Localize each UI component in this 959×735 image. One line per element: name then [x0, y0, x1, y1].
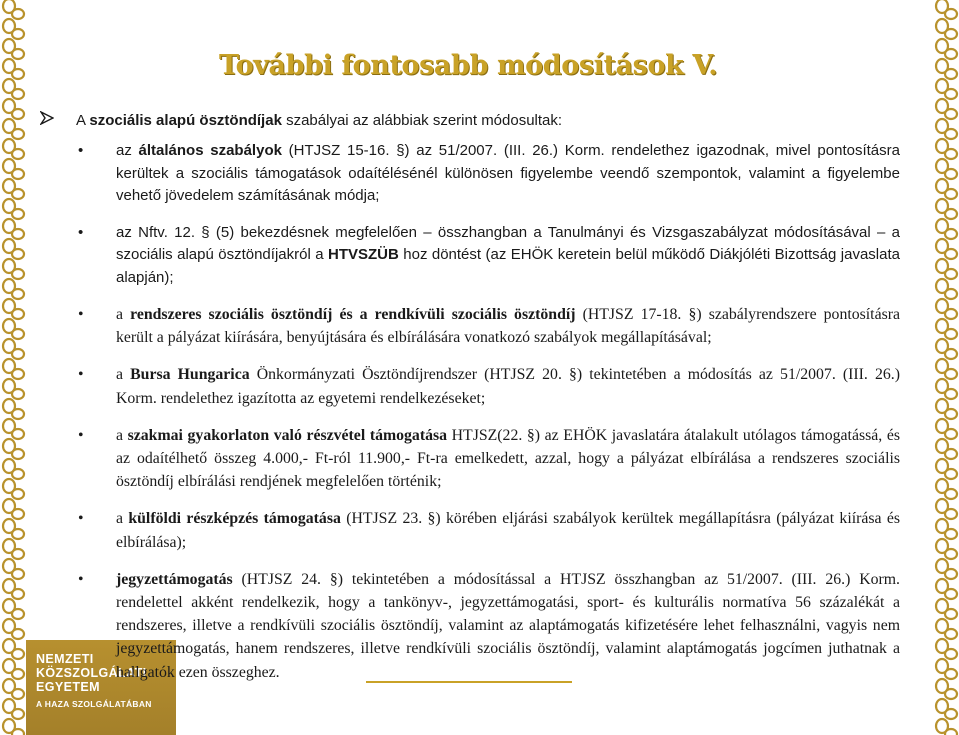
border-ornament	[936, 479, 957, 499]
border-ornament	[3, 0, 24, 19]
border-ornament	[3, 559, 24, 579]
border-ornament	[3, 219, 24, 239]
item-bold: általános szabályok	[138, 142, 282, 159]
border-ornament	[936, 259, 957, 279]
border-ornament	[3, 439, 24, 459]
border-ornament	[3, 679, 24, 699]
border-ornament	[3, 319, 24, 339]
item-text: (HTJSZ 15-16. §) az 51/2007. (III. 26.) Korm. rendelethez igazodnak, mivel pontosításra kerültek a szociális támogatások odaítélésénél különösen figyelembe veendő szempontok, valamint a figyelembe vehető jövedelem számításának módja;	[116, 142, 900, 204]
border-ornament	[3, 619, 24, 639]
border-ornament	[936, 679, 957, 699]
border-ornament	[3, 19, 24, 39]
border-ornament	[3, 659, 24, 679]
border-ornament	[936, 559, 957, 579]
border-ornament	[936, 279, 957, 299]
list-item	[78, 507, 900, 553]
border-ornament	[936, 539, 957, 559]
item-text: Önkormányzati Ösztöndíjrendszer (HTJSZ 20. §) tekintetében a módosítás az 51/2007. (III. 26.) Korm. rendelethez igazította az egyetemi rendelkezéseket;	[116, 366, 900, 407]
border-ornament	[3, 259, 24, 279]
border-ornament	[3, 599, 24, 619]
border-ornament	[3, 279, 24, 299]
border-ornament	[3, 39, 24, 59]
item-text: a	[116, 306, 131, 323]
item-bold: HTVSZÜB	[327, 246, 399, 263]
border-ornament	[936, 0, 957, 19]
border-ornament	[936, 659, 957, 679]
border-ornament	[3, 719, 24, 735]
border-ornament	[3, 139, 24, 159]
border-ornament	[936, 119, 957, 139]
border-ornament	[3, 159, 24, 179]
border-ornament	[936, 619, 957, 639]
item-bold: külföldi részképzés támogatása	[128, 510, 341, 528]
border-ornament	[936, 319, 957, 339]
border-ornament	[936, 339, 957, 359]
decorative-border-right	[933, 0, 959, 735]
border-ornament	[3, 379, 24, 399]
logo-line-2: KÖZSZOLGÁLATI	[36, 666, 147, 680]
border-ornament	[3, 699, 24, 719]
border-ornament	[936, 239, 957, 259]
logo-line-3: EGYETEM	[36, 680, 100, 694]
border-ornament	[936, 719, 957, 735]
border-ornament	[936, 179, 957, 199]
border-ornament	[3, 459, 24, 479]
border-ornament	[936, 519, 957, 539]
item-text: HTJSZ(22. §) az EHÖK javaslatára átalakult utólagos támogatássá, és az odaítélhető összeg 4.000,- Ft-ról 11.900,- Ft-ra emelkedett, azzal, hogy a pályázat elbírálása a rendszeres szociális ösztöndíj elbírálási rendjének megfelelően történik;	[116, 426, 900, 491]
border-ornament	[936, 419, 957, 439]
list-item	[78, 303, 900, 349]
border-ornament	[936, 439, 957, 459]
border-ornament	[936, 359, 957, 379]
border-ornament	[3, 339, 24, 359]
border-ornament	[3, 479, 24, 499]
border-ornament	[3, 119, 24, 139]
item-bold: jegyzettámogatás	[116, 570, 233, 588]
border-ornament	[936, 699, 957, 719]
border-ornament	[936, 579, 957, 599]
border-ornament	[3, 399, 24, 419]
arrow-bullet-icon	[40, 111, 76, 129]
border-ornament	[3, 519, 24, 539]
intro-suffix: szabályai az alábbiak szerint módosultak:	[281, 112, 563, 129]
item-text: a	[116, 510, 129, 528]
decorative-border-left	[0, 0, 26, 735]
intro-bold: szociális alapú ösztöndíjak	[89, 112, 282, 129]
item-text: (HTJSZ 23. §) körében eljárási szabályok kerültek megállapításra (pályázat kiírása és elbírálása);	[116, 510, 901, 551]
list-item	[78, 424, 900, 494]
border-ornament	[3, 199, 24, 219]
item-text: a	[116, 366, 131, 384]
border-ornament	[3, 539, 24, 559]
border-ornament	[936, 59, 957, 79]
border-ornament	[936, 299, 957, 319]
border-ornament	[936, 639, 957, 659]
border-ornament	[3, 419, 24, 439]
border-ornament	[936, 499, 957, 519]
border-ornament	[936, 39, 957, 59]
border-ornament	[936, 139, 957, 159]
item-bold: rendszeres szociális ösztöndíj és a rendkívüli szociális ösztöndíj	[130, 306, 576, 323]
border-ornament	[3, 499, 24, 519]
border-ornament	[3, 79, 24, 99]
slide-title: További fontosabb módosítások V.	[219, 50, 718, 81]
logo-tagline: A HAZA SZOLGÁLATÁBAN	[36, 699, 152, 709]
item-text: hoz döntést (az EHÖK keretein belül működő Diákjóléti Bizottság javaslata alapján);	[116, 246, 900, 286]
border-ornament	[936, 379, 957, 399]
signature-line	[366, 681, 572, 683]
bullet-list	[78, 140, 900, 698]
intro-paragraph	[40, 111, 562, 129]
list-item	[78, 222, 900, 290]
item-text: (HTJSZ 17-18. §) szabályrendszere pontosításra került a pályázat kiírására, benyújtására és elbírálására vonatkozó szabályok megállapításával;	[116, 306, 900, 347]
border-ornament	[936, 159, 957, 179]
border-ornament	[3, 59, 24, 79]
border-ornament	[936, 19, 957, 39]
border-ornament	[3, 579, 24, 599]
border-ornament	[3, 299, 24, 319]
item-text: (HTJSZ 24. §) tekintetében a módosítással a HTJSZ összhangban az 51/2007. (III. 26.) Korm. rendelettel akként rendelkezik, hogy a tankönyv-, jegyzettámogatási, sport- és kulturális normatíva 56 százalékát a rendszeres, illetve a rendkívüli szociális ösztöndíj, valamint az alaptámogatás kifizetésére lehet felhasználni, vagyis nem jegyzettámogatás, hanem rendszeres, illetve rendkívüli szociális ösztöndíj, valamint alaptámogatás jogcímen juthatnak a hallgatók ezen összeghez.	[116, 570, 900, 681]
list-item	[78, 140, 900, 208]
list-item	[78, 363, 900, 409]
list-item	[78, 568, 900, 684]
border-ornament	[3, 179, 24, 199]
item-text: a	[116, 426, 128, 444]
item-text: az Nftv. 12. § (5) bekezdésnek megfelelően – összhangban a Tanulmányi és Vizsgaszabályzat módosításával – a szociális alapú ösztöndíjakról a	[116, 223, 900, 263]
item-bold: szakmai gyakorlaton való részvétel támogatása	[127, 426, 448, 444]
border-ornament	[3, 359, 24, 379]
intro-prefix: A	[76, 112, 90, 129]
item-text: az	[116, 142, 139, 159]
border-ornament	[936, 459, 957, 479]
border-ornament	[936, 399, 957, 419]
item-bold: Bursa Hungarica	[130, 366, 250, 384]
border-ornament	[936, 79, 957, 99]
border-ornament	[3, 239, 24, 259]
border-ornament	[3, 639, 24, 659]
border-ornament	[936, 599, 957, 619]
border-ornament	[936, 219, 957, 239]
border-ornament	[936, 199, 957, 219]
border-ornament	[3, 99, 24, 119]
logo-line-1: NEMZETI	[36, 652, 94, 666]
border-ornament	[936, 99, 957, 119]
